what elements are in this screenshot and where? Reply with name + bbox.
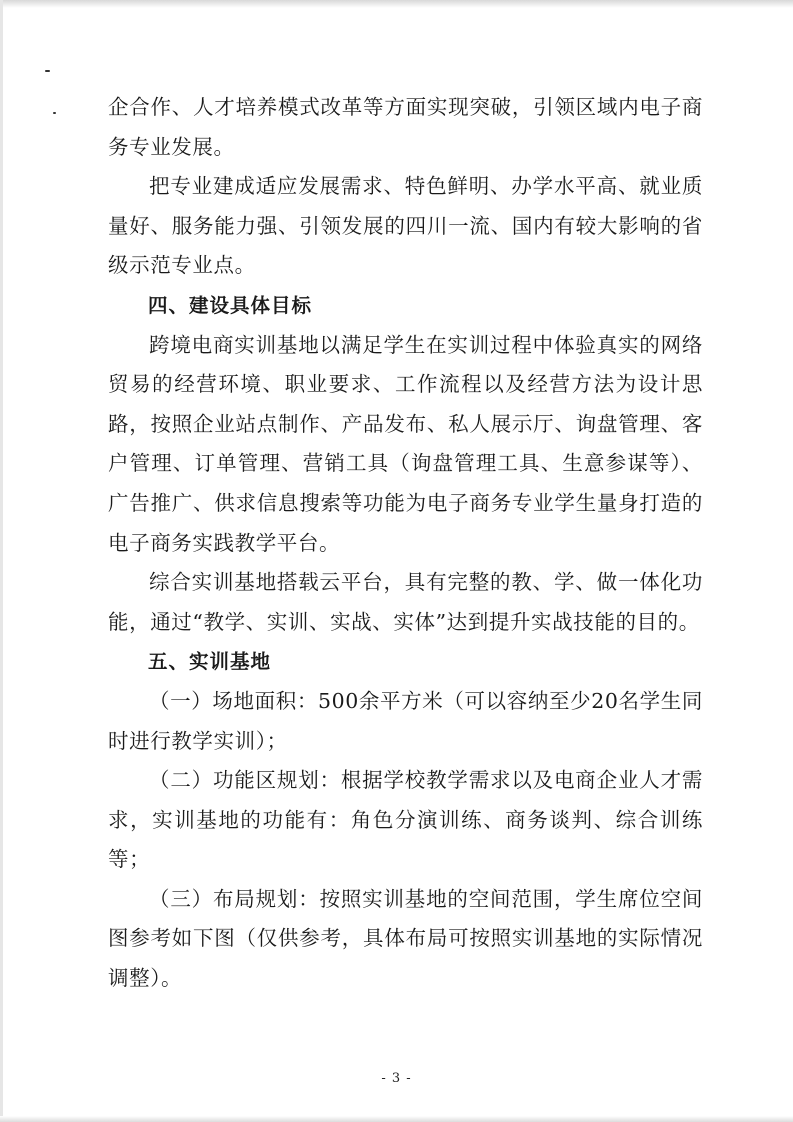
list-item-functions: （二）功能区规划：根据学校教学需求以及电商企业人才需求，实训基地的功能有：角色分演训练、商务谈判、综合训练等；: [108, 768, 703, 872]
paragraph-goal: 把专业建成适应发展需求、特色鲜明、办学水平高、就业质量好、服务能力强、引领发展的四川一流、国内有较大影响的省级示范专业点。: [108, 174, 703, 278]
scan-speck: [53, 112, 56, 114]
scan-shadow-left: [0, 0, 3, 1122]
paragraph-cloud: 综合实训基地搭载云平台，具有完整的教、学、做一体化功能，通过“教学、实训、实战、实体”达到提升实战技能的目的。: [108, 570, 703, 634]
document-body: [108, 88, 703, 999]
paragraph-continuation: 企合作、人才培养模式改革等方面实现突破，引领区域内电子商务专业发展。: [108, 95, 703, 159]
list-item-area: （一）场地面积：500余平方米（可以容纳至少20名学生同时进行教学实训）；: [108, 688, 703, 753]
section-heading-5: 五、实训基地: [148, 650, 272, 674]
scan-shadow-top: [0, 0, 793, 8]
list-item-layout: （三）布局规划：按照实训基地的空间范围，学生席位空间图参考如下图（仅供参考，具体布局可按照实训基地的实际情况调整）。: [108, 886, 703, 991]
section-heading-4: 四、建设具体目标: [148, 293, 313, 317]
scan-shadow-bottom: [0, 1116, 793, 1122]
scan-speck: [45, 70, 50, 72]
page-number: - 3 -: [381, 1071, 412, 1086]
paragraph-platform: 跨境电商实训基地以满足学生在实训过程中体验真实的网络贸易的经营环境、职业要求、工作流程以及经营方法为设计思路，按照企业站点制作、产品发布、私人展示厅、询盘管理、客户管理、订单管理、营销工具（询盘管理工具、生意参谋等）、广告推广、供求信息搜索等功能为电子商务专业学生量身打造的电子商务实践教学平台。: [108, 332, 703, 555]
